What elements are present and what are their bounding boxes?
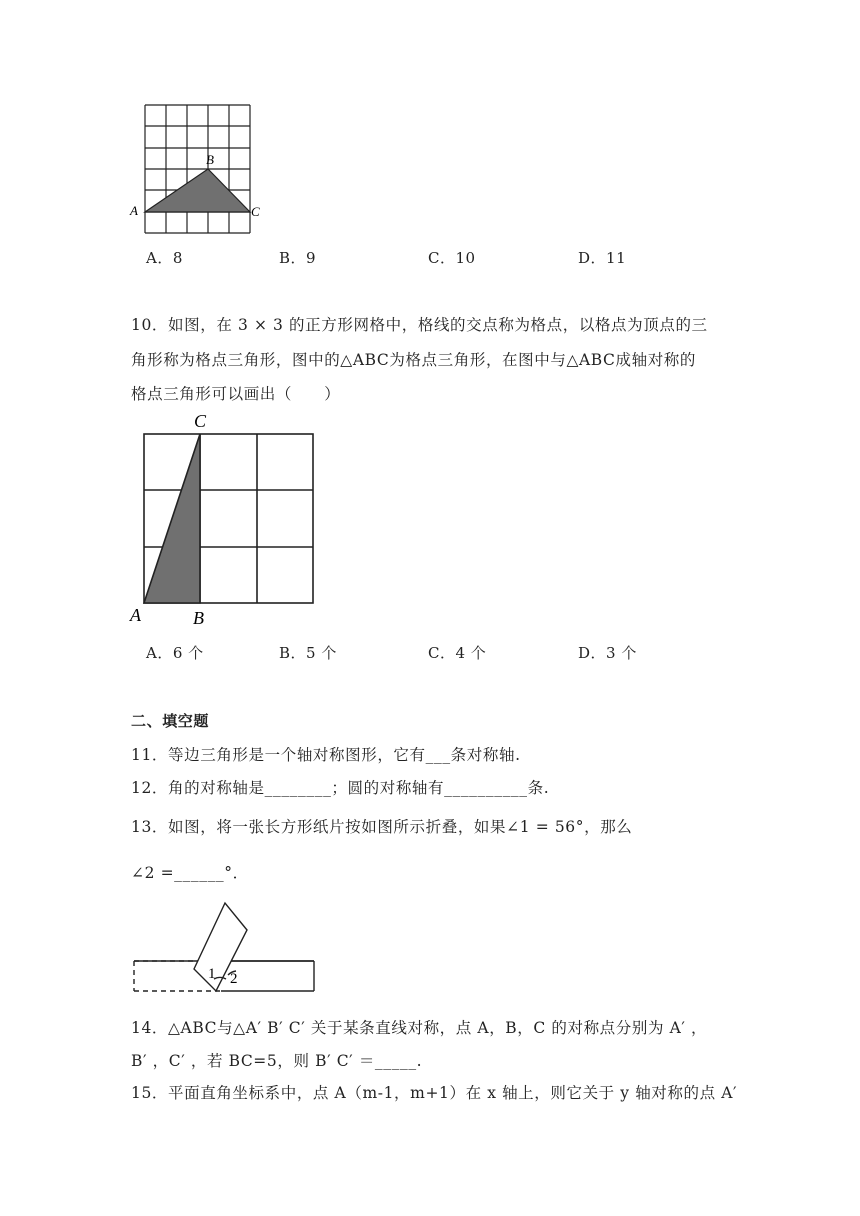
label-b: B — [206, 152, 214, 167]
label-c-2: C — [194, 411, 207, 431]
label-c: C — [251, 204, 260, 219]
q9-option-b: B．9 — [279, 249, 317, 267]
q15-line-1: 15．平面直角坐标系中，点 A（m-1，m+1）在 x 轴上，则它关于 y 轴对称的点 A′ — [131, 1084, 738, 1102]
q12-text: 12．角的对称轴是________；圆的对称轴有__________条. — [131, 779, 550, 797]
grid-lines — [145, 105, 250, 233]
q10-option-a: A．6 个 — [146, 644, 204, 662]
q13-line-2: ∠2 =______°． — [131, 864, 249, 882]
q14-line-1: 14．△ABC与△A′ B′ C′ 关于某条直线对称，点 A，B，C 的对称点分别为 A′ ， — [131, 1019, 708, 1037]
figure-grid-triangle-1 — [125, 100, 265, 238]
q9-option-c: C．10 — [428, 249, 476, 267]
angle-2-label: 2 — [230, 971, 238, 987]
q9-option-d: D．11 — [578, 249, 627, 267]
triangle-abc-2 — [144, 434, 200, 603]
q10-option-d: D．3 个 — [578, 644, 637, 662]
label-a-2: A — [130, 605, 141, 625]
label-b-2: B — [193, 608, 204, 628]
q10-option-c: C．4 个 — [428, 644, 487, 662]
q14-line-2: B′ ，C′ ，若 BC=5，则 B′ C′ ＝_____. — [131, 1052, 423, 1070]
figure-grid-triangle-2 — [125, 408, 325, 630]
q10-line-1: 10．如图，在 3 × 3 的正方形网格中，格线的交点称为格点，以格点为顶点的三 — [131, 316, 708, 334]
angle-1-label: 1 — [208, 966, 216, 982]
q10-option-b: B．5 个 — [279, 644, 337, 662]
q13-line-1: 13．如图，将一张长方形纸片按如图所示折叠，如果∠1 = 56°，那么 — [131, 818, 633, 836]
q9-option-a: A．8 — [146, 249, 183, 267]
q10-line-3: 格点三角形可以画出（ ） — [131, 385, 341, 403]
q11-text: 11．等边三角形是一个轴对称图形，它有___条对称轴. — [131, 746, 521, 764]
label-a: A — [130, 203, 138, 218]
q10-line-2: 角形称为格点三角形，图中的△ABC为格点三角形，在图中与△ABC成轴对称的 — [131, 351, 697, 369]
figure-folded-paper — [128, 895, 328, 997]
section-heading-fill-in: 二、填空题 — [131, 712, 210, 730]
